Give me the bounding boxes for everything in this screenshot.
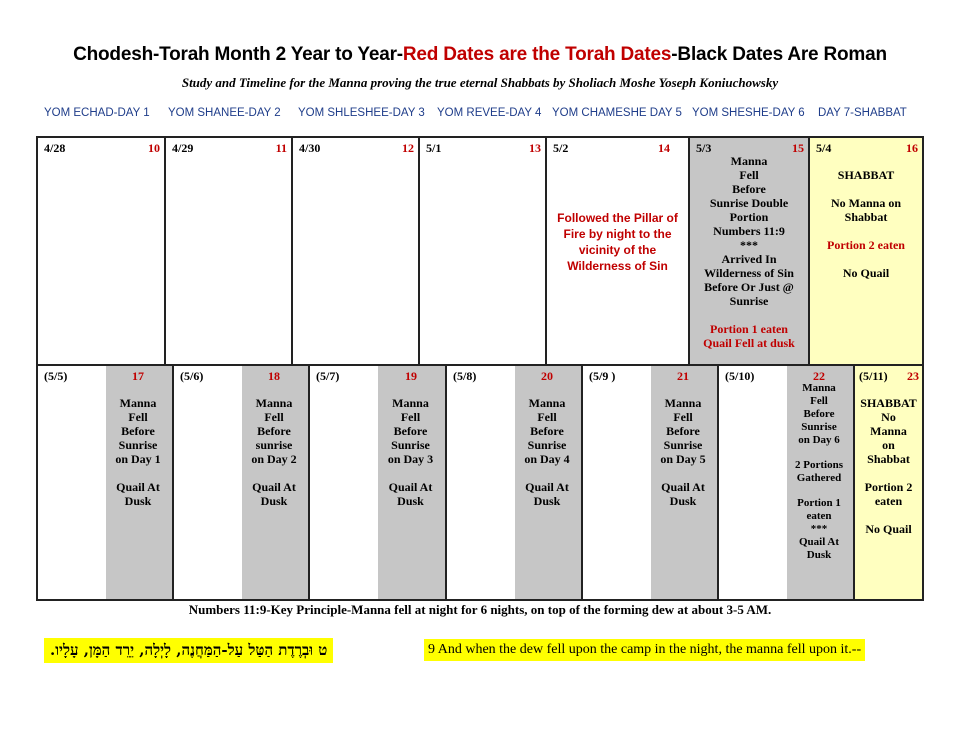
day-cell bbox=[166, 138, 293, 364]
roman-date: 4/30 bbox=[299, 141, 321, 155]
page-title: Chodesh-Torah Month 2 Year to Year-Red Dates are the Torah Dates-Black Dates Are Roman bbox=[73, 44, 887, 65]
torah-date: 20 bbox=[541, 369, 553, 383]
roman-date: (5/5) bbox=[44, 369, 68, 383]
calendar-week-2 bbox=[36, 364, 924, 601]
torah-date: 23 bbox=[907, 369, 919, 383]
shabbat-cell bbox=[810, 138, 922, 364]
footnote: Numbers 11:9-Key Principle-Manna fell at night for 6 nights, on top of the forming dew at about 3-5 AM. bbox=[188, 602, 772, 617]
english-verse: 9 And when the dew fell upon the camp in the night, the manna fell upon it.-- bbox=[424, 639, 865, 661]
cell-note: Manna Fell Before Sunrise on Day 1 Quail At Dusk bbox=[115, 396, 161, 508]
day-cell bbox=[690, 138, 810, 364]
day-header-1: YOM ECHAD-DAY 1 bbox=[44, 107, 150, 119]
cell-note: Manna Fell Before Sunrise on Day 5 Quail At Dusk bbox=[660, 396, 706, 508]
roman-date: (5/10) bbox=[725, 369, 755, 383]
day-cell bbox=[420, 138, 547, 364]
torah-date: 13 bbox=[529, 141, 541, 155]
day-cell bbox=[38, 366, 174, 599]
cell-note: Followed the Pillar of Fire by night to the vicinity of the Wilderness of Sin bbox=[557, 211, 678, 273]
torah-date: 11 bbox=[275, 141, 287, 155]
day-cell bbox=[293, 138, 420, 364]
day-cell bbox=[38, 138, 166, 364]
torah-date: 14 bbox=[658, 141, 670, 155]
cell-note: Manna Fell Before Sunrise on Day 3 Quail At Dusk bbox=[387, 396, 434, 508]
day-cell bbox=[447, 366, 583, 599]
cell-note: Manna Fell Before Sunrise on Day 6 2 Portions Gathered Portion 1 eaten *** Quail At Dusk bbox=[795, 382, 843, 561]
torah-date: 16 bbox=[906, 141, 918, 155]
cell-note: SHABBAT No Manna on Shabbat Portion 2 eaten No Quail bbox=[860, 396, 917, 536]
calendar-week-1 bbox=[36, 136, 924, 366]
day-cell bbox=[547, 138, 690, 364]
day-header-5: YOM CHAMESHE DAY 5 bbox=[552, 107, 682, 119]
day-cell bbox=[310, 366, 447, 599]
roman-date: 5/1 bbox=[426, 141, 442, 155]
torah-date: 19 bbox=[405, 369, 417, 383]
roman-date: 4/29 bbox=[172, 141, 194, 155]
roman-date: 4/28 bbox=[44, 141, 66, 155]
torah-date: 18 bbox=[268, 369, 280, 383]
torah-date: 22 bbox=[813, 369, 825, 383]
torah-date: 15 bbox=[792, 141, 804, 155]
cell-note: Manna Fell Before sunrise on Day 2 Quail At Dusk bbox=[251, 396, 297, 508]
day-header-7: DAY 7-SHABBAT bbox=[818, 107, 907, 119]
roman-date: 5/4 bbox=[816, 141, 832, 155]
day-cell bbox=[583, 366, 719, 599]
torah-date: 12 bbox=[402, 141, 414, 155]
day-header-6: YOM SHESHE-DAY 6 bbox=[692, 107, 805, 119]
torah-date: 21 bbox=[677, 369, 689, 383]
day-cell bbox=[174, 366, 310, 599]
roman-date: 5/2 bbox=[553, 141, 569, 155]
roman-date: (5/11) bbox=[859, 369, 888, 383]
cell-note: SHABBAT No Manna on Shabbat Portion 2 eaten No Quail bbox=[827, 168, 905, 280]
day-header-3: YOM SHLESHEE-DAY 3 bbox=[298, 107, 425, 119]
cell-note: Manna Fell Before Sunrise Double Portion Numbers 11:9 *** Arrived In Wilderness of Sin Before Or Just @ Sunrise Portion 1 eaten Quail Fell at dusk bbox=[703, 154, 795, 350]
roman-date: (5/8) bbox=[453, 369, 477, 383]
page-subtitle: Study and Timeline for the Manna proving the true eternal Shabbats by Sholiach Moshe Yoseph Koniuchowsky bbox=[181, 75, 779, 90]
roman-date: (5/6) bbox=[180, 369, 204, 383]
day-header-2: YOM SHANEE-DAY 2 bbox=[168, 107, 281, 119]
day-cell bbox=[719, 366, 855, 599]
torah-date: 10 bbox=[148, 141, 160, 155]
shabbat-cell bbox=[855, 366, 922, 599]
day-header-4: YOM REVEE-DAY 4 bbox=[437, 107, 542, 119]
roman-date: (5/7) bbox=[316, 369, 340, 383]
roman-date: (5/9 ) bbox=[589, 369, 616, 383]
torah-date: 17 bbox=[132, 369, 144, 383]
hebrew-verse: ט וּבְרֶדֶת הַטַּל עַל-הַמַּחֲנֶה, לָיְלָה, יֵרֵד הַמָּן, עָלָיו. bbox=[44, 638, 333, 663]
cell-note: Manna Fell Before Sunrise on Day 4 Quail At Dusk bbox=[524, 396, 570, 508]
roman-date: 5/3 bbox=[696, 141, 712, 155]
